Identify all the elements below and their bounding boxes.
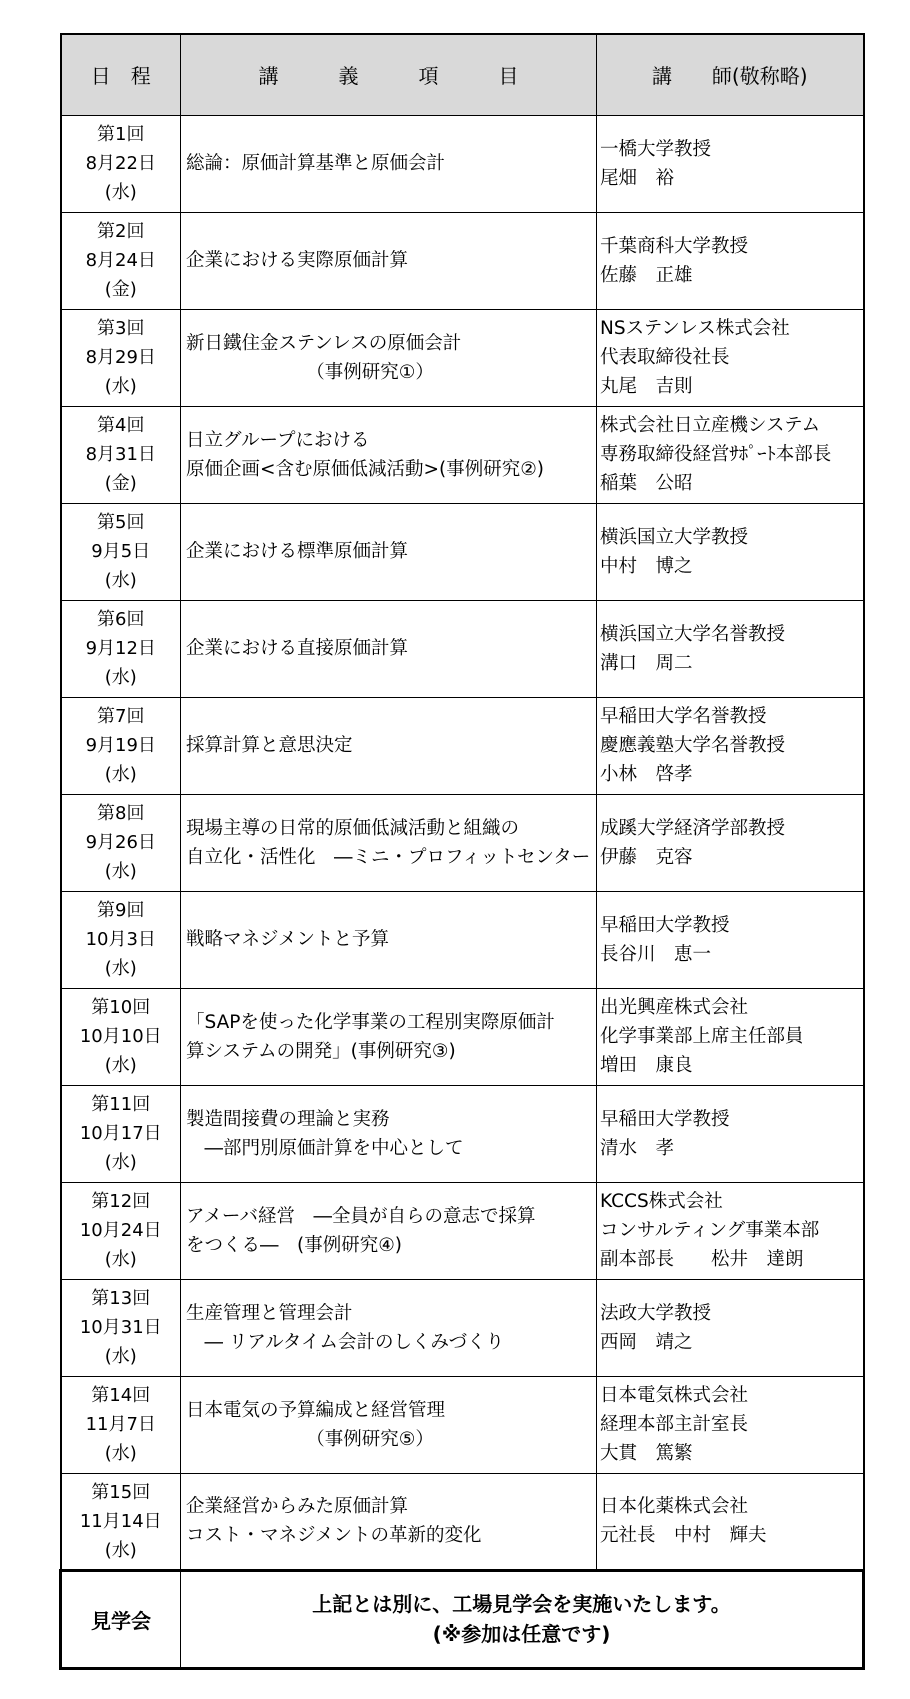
lecture-topic-cell bbox=[181, 1473, 597, 1570]
instructor-cell bbox=[597, 1473, 864, 1570]
instructor-line: 溝口 周二 bbox=[600, 652, 693, 674]
session-date-line: (水) bbox=[104, 1346, 137, 1367]
instructor-cell bbox=[597, 600, 864, 697]
lecture-topic-line: アメーバ経営 ―全員が自らの意志で採算 bbox=[186, 1205, 536, 1227]
lecture-topic-line: ― リアルタイム会計のしくみづくり bbox=[186, 1331, 505, 1353]
lecture-topic-line: （事例研究⑤） bbox=[186, 1428, 434, 1450]
tour-note-line: (※参加は任意です) bbox=[432, 1622, 611, 1646]
session-date-line: 第10回 bbox=[91, 997, 151, 1018]
lecture-topic-line: 企業における直接原価計算 bbox=[186, 638, 409, 659]
session-date-line: 9月12日 bbox=[85, 638, 156, 659]
session-date-line: (水) bbox=[104, 1443, 137, 1464]
instructor-line: 成蹊大学経済学部教授 bbox=[600, 817, 786, 839]
session-date-line: 第4回 bbox=[97, 415, 145, 436]
instructor-line: 専務取締役経営ｻﾎﾟｰﾄ本部長 bbox=[600, 444, 832, 465]
session-date-cell bbox=[61, 1182, 181, 1279]
lecture-topic-line: （事例研究①） bbox=[186, 361, 434, 383]
lecture-topic-line: 日本電気の予算編成と経営管理 bbox=[186, 1399, 446, 1421]
instructor-line: 出光興産株式会社 bbox=[600, 997, 749, 1018]
lecture-topic-line: 戦略マネジメントと予算 bbox=[186, 929, 389, 950]
session-date-line: 10月10日 bbox=[79, 1026, 162, 1047]
session-date-line: (水) bbox=[104, 1152, 137, 1173]
tour-note-line: 上記とは別に、工場見学会を実施いたします。 bbox=[312, 1592, 731, 1616]
lecture-topic-cell bbox=[181, 1376, 597, 1473]
lecture-topic-line: 「SAPを使った化学事業の工程別実際原価計 bbox=[186, 1011, 555, 1033]
schedule-row bbox=[61, 697, 864, 794]
tour-row bbox=[61, 1570, 864, 1668]
instructor-line: 佐藤 正雄 bbox=[600, 264, 693, 286]
schedule-row bbox=[61, 988, 864, 1085]
instructor-line: 横浜国立大学教授 bbox=[600, 526, 749, 548]
instructor-cell bbox=[597, 1279, 864, 1376]
session-date-line: (水) bbox=[104, 182, 137, 203]
session-date-cell bbox=[61, 1279, 181, 1376]
lecture-topic-cell bbox=[181, 212, 597, 309]
instructor-line: 横浜国立大学名誉教授 bbox=[600, 623, 786, 645]
session-date-cell bbox=[61, 503, 181, 600]
instructor-line: 化学事業部上席主任部員 bbox=[600, 1026, 804, 1047]
lecture-topic-line: ―部門別原価計算を中心として bbox=[186, 1137, 464, 1159]
session-date-line: 第13回 bbox=[91, 1288, 151, 1309]
instructor-cell bbox=[597, 212, 864, 309]
instructor-line: コンサルティング事業本部 bbox=[600, 1220, 820, 1241]
schedule-row bbox=[61, 1182, 864, 1279]
session-date-line: (水) bbox=[104, 861, 137, 882]
schedule-row bbox=[61, 1279, 864, 1376]
instructor-line: 経理本部主計室長 bbox=[600, 1414, 749, 1435]
lecture-topic-line: 総論：原価計算基準と原価会計 bbox=[186, 153, 446, 174]
lecture-topic-cell bbox=[181, 1279, 597, 1376]
session-date-line: 8月31日 bbox=[85, 444, 156, 465]
instructor-line: 伊藤 克容 bbox=[600, 846, 693, 868]
schedule-row bbox=[61, 115, 864, 212]
session-date-cell bbox=[61, 1085, 181, 1182]
instructor-cell bbox=[597, 697, 864, 794]
header-lecture: 講 義 項 目 bbox=[181, 34, 597, 115]
session-date-cell bbox=[61, 891, 181, 988]
header-date: 日 程 bbox=[61, 34, 181, 115]
session-date-line: 第8回 bbox=[97, 803, 145, 824]
session-date-line: 第7回 bbox=[97, 706, 145, 727]
instructor-line: 丸尾 吉則 bbox=[600, 376, 693, 397]
session-date-line: 10月17日 bbox=[79, 1123, 162, 1144]
instructor-line: 日本化薬株式会社 bbox=[600, 1496, 749, 1517]
session-date-line: 8月29日 bbox=[85, 347, 156, 368]
session-date-cell bbox=[61, 988, 181, 1085]
schedule-row bbox=[61, 212, 864, 309]
session-date-line: 第12回 bbox=[91, 1191, 151, 1212]
schedule-row bbox=[61, 891, 864, 988]
session-date-line: 11月7日 bbox=[85, 1414, 156, 1435]
session-date-line: 9月19日 bbox=[85, 735, 156, 756]
session-date-line: 10月3日 bbox=[85, 929, 156, 950]
session-date-line: (水) bbox=[104, 764, 137, 785]
instructor-cell bbox=[597, 794, 864, 891]
instructor-cell bbox=[597, 503, 864, 600]
instructor-cell bbox=[597, 115, 864, 212]
session-date-cell bbox=[61, 1376, 181, 1473]
instructor-cell bbox=[597, 988, 864, 1085]
header-row bbox=[61, 34, 864, 115]
tour-label: 見学会 bbox=[61, 1570, 181, 1668]
instructor-line: 西岡 靖之 bbox=[600, 1331, 693, 1353]
schedule-row bbox=[61, 406, 864, 503]
session-date-line: 11月14日 bbox=[79, 1510, 162, 1532]
lecture-topic-cell bbox=[181, 988, 597, 1085]
instructor-line: NSステンレス株式会社 bbox=[600, 318, 790, 339]
lecture-topic-cell bbox=[181, 1085, 597, 1182]
session-date-line: (水) bbox=[104, 1539, 137, 1561]
session-date-line: (水) bbox=[104, 1249, 137, 1270]
instructor-line: 稲葉 公昭 bbox=[600, 473, 693, 494]
instructor-cell bbox=[597, 1085, 864, 1182]
session-date-line: 第11回 bbox=[91, 1094, 151, 1115]
instructor-line: 早稲田大学教授 bbox=[600, 1108, 730, 1130]
session-date-line: (水) bbox=[104, 1055, 137, 1076]
instructor-line: 日本電気株式会社 bbox=[600, 1385, 749, 1406]
session-date-line: 第1回 bbox=[97, 124, 145, 145]
lecture-topic-line: 生産管理と管理会計 bbox=[186, 1302, 353, 1324]
session-date-line: (水) bbox=[104, 667, 137, 688]
session-date-line: 第5回 bbox=[97, 512, 145, 533]
instructor-line: 代表取締役社長 bbox=[600, 347, 730, 368]
session-date-line: (水) bbox=[104, 376, 137, 397]
lecture-topic-cell bbox=[181, 503, 597, 600]
session-date-line: 8月24日 bbox=[85, 250, 156, 271]
session-date-cell bbox=[61, 600, 181, 697]
session-date-line: (水) bbox=[104, 958, 137, 979]
instructor-cell bbox=[597, 1182, 864, 1279]
lecture-topic-line: 原価企画<含む原価低減活動>(事例研究②) bbox=[186, 458, 545, 480]
instructor-line: 早稲田大学名誉教授 bbox=[600, 706, 767, 727]
lecture-topic-line: 企業経営からみた原価計算 bbox=[186, 1496, 409, 1517]
instructor-cell bbox=[597, 406, 864, 503]
session-date-line: 第15回 bbox=[91, 1481, 151, 1503]
session-date-line: 9月26日 bbox=[85, 832, 156, 853]
lecture-topic-line: 日立グループにおける bbox=[186, 429, 370, 451]
session-date-line: 10月31日 bbox=[79, 1317, 162, 1338]
lecture-topic-line: 製造間接費の理論と実務 bbox=[186, 1108, 390, 1130]
lecture-topic-line: 企業における実際原価計算 bbox=[186, 250, 409, 271]
instructor-line: 副本部長 松井 達朗 bbox=[600, 1249, 804, 1270]
lecture-topic-cell bbox=[181, 600, 597, 697]
instructor-line: 株式会社日立産機システム bbox=[600, 415, 821, 436]
session-date-line: (水) bbox=[104, 570, 137, 591]
session-date-cell bbox=[61, 697, 181, 794]
session-date-line: (金) bbox=[104, 473, 137, 494]
session-date-line: 10月24日 bbox=[79, 1220, 162, 1241]
schedule-row bbox=[61, 600, 864, 697]
lecture-topic-line: 新日鐵住金ステンレスの原価会計 bbox=[186, 332, 462, 354]
schedule-row bbox=[61, 1376, 864, 1473]
session-date-cell bbox=[61, 406, 181, 503]
lecture-topic-cell bbox=[181, 891, 597, 988]
schedule-table bbox=[59, 33, 865, 1670]
session-date-cell bbox=[61, 212, 181, 309]
lecture-topic-cell bbox=[181, 115, 597, 212]
instructor-line: 尾畑 裕 bbox=[600, 167, 675, 189]
session-date-line: (金) bbox=[104, 279, 137, 300]
lecture-topic-line: コスト・マネジメントの革新的変化 bbox=[186, 1525, 482, 1546]
lecture-topic-line: 企業における標準原価計算 bbox=[186, 541, 409, 562]
session-date-cell bbox=[61, 794, 181, 891]
lecture-topic-cell bbox=[181, 794, 597, 891]
instructor-line: 早稲田大学教授 bbox=[600, 914, 730, 936]
tour-note bbox=[181, 1570, 864, 1668]
session-date-line: 第9回 bbox=[97, 900, 145, 921]
instructor-line: 清水 孝 bbox=[600, 1137, 675, 1159]
session-date-line: 9月5日 bbox=[91, 541, 151, 562]
schedule-row bbox=[61, 1085, 864, 1182]
schedule-row bbox=[61, 794, 864, 891]
instructor-line: 元社長 中村 輝夫 bbox=[600, 1525, 767, 1546]
instructor-line: 千葉商科大学教授 bbox=[600, 235, 749, 257]
instructor-cell bbox=[597, 309, 864, 406]
lecture-topic-line: 算システムの開発」(事例研究③) bbox=[186, 1040, 456, 1062]
instructor-line: 一橋大学教授 bbox=[600, 138, 712, 160]
lecture-topic-cell bbox=[181, 697, 597, 794]
schedule-row bbox=[61, 1473, 864, 1570]
lecture-topic-line: 採算計算と意思決定 bbox=[186, 735, 353, 756]
header-instructor: 講 師(敬称略) bbox=[597, 34, 864, 115]
session-date-line: 第2回 bbox=[97, 221, 145, 242]
session-date-line: 第14回 bbox=[91, 1385, 151, 1406]
session-date-line: 第6回 bbox=[97, 609, 145, 630]
schedule-row bbox=[61, 503, 864, 600]
instructor-line: 小林 啓孝 bbox=[600, 764, 693, 785]
instructor-line: 中村 博之 bbox=[600, 555, 693, 577]
instructor-line: 長谷川 恵一 bbox=[600, 943, 712, 965]
instructor-line: 大貫 篤繁 bbox=[600, 1443, 693, 1464]
lecture-topic-cell bbox=[181, 406, 597, 503]
schedule-row bbox=[61, 309, 864, 406]
session-date-line: 8月22日 bbox=[85, 153, 156, 174]
instructor-cell bbox=[597, 1376, 864, 1473]
instructor-line: KCCS株式会社 bbox=[600, 1191, 723, 1212]
instructor-cell bbox=[597, 891, 864, 988]
session-date-cell bbox=[61, 115, 181, 212]
lecture-topic-line: 自立化・活性化 ―ミニ・プロフィットセンター bbox=[186, 846, 591, 868]
lecture-topic-line: をつくる― (事例研究④) bbox=[186, 1234, 403, 1256]
session-date-cell bbox=[61, 1473, 181, 1570]
lecture-topic-line: 現場主導の日常的原価低減活動と組織の bbox=[186, 817, 520, 839]
session-date-line: 第3回 bbox=[97, 318, 145, 339]
instructor-line: 増田 康良 bbox=[600, 1055, 693, 1076]
session-date-cell bbox=[61, 309, 181, 406]
lecture-topic-cell bbox=[181, 1182, 597, 1279]
instructor-line: 慶應義塾大学名誉教授 bbox=[600, 735, 786, 756]
lecture-topic-cell bbox=[181, 309, 597, 406]
instructor-line: 法政大学教授 bbox=[600, 1302, 712, 1324]
